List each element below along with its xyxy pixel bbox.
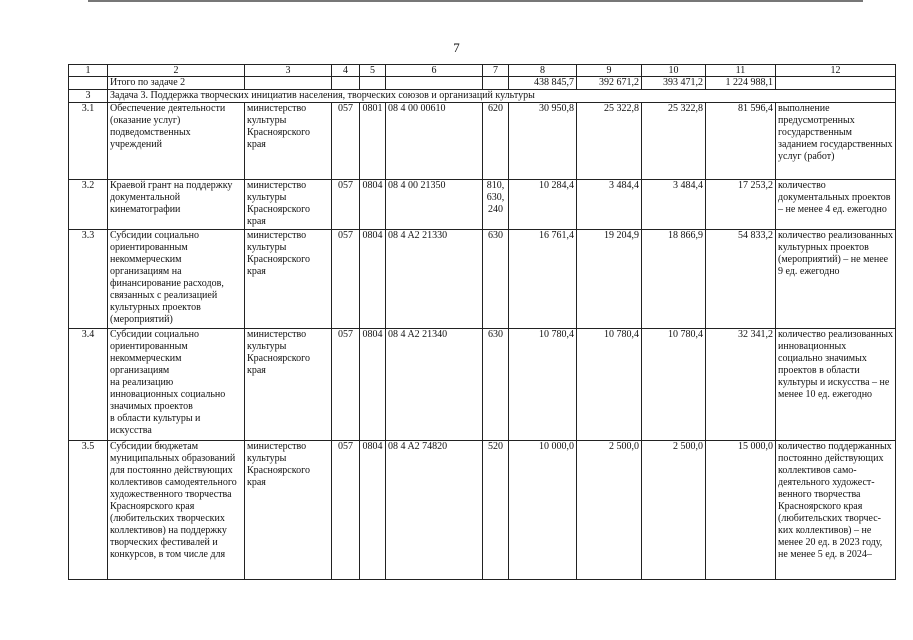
row-org: министерство культуры Красноярского края [245,441,332,580]
col-number: 4 [332,65,360,77]
row-csr: 08 4 00 00610 [386,103,483,180]
row-v9: 3 484,4 [577,180,642,230]
row-v9: 2 500,0 [577,441,642,580]
row-vr: 630 [483,329,509,441]
col-number: 2 [108,65,245,77]
row-v8: 10 000,0 [509,441,577,580]
row-grbs: 057 [332,180,360,230]
row-v8: 10 780,4 [509,329,577,441]
row-grbs: 057 [332,441,360,580]
row-v8: 10 284,4 [509,180,577,230]
total-row [69,77,896,90]
row-name: Краевой грант на поддержку документальной кинематографии [108,180,245,230]
total-v11: 1 224 988,1 [706,77,776,90]
row-org: министерство культуры Красноярского края [245,180,332,230]
total-v9: 392 671,2 [577,77,642,90]
col-number: 3 [245,65,332,77]
col-number: 9 [577,65,642,77]
row-number: 3.3 [69,230,108,329]
page-top-edge [88,0,863,2]
row-v10: 18 866,9 [642,230,706,329]
row-rzpr: 0804 [360,230,386,329]
row-result: количество реализованных культурных проектов (мероприятий) – не менее 9 ед. ежегодно [776,230,896,329]
row-v9: 19 204,9 [577,230,642,329]
row-csr: 08 4 A2 21340 [386,329,483,441]
table-row [69,103,896,180]
task-title: Задача 3. Поддержка творческих инициатив населения, творческих союзов и организаций культуры [108,90,896,103]
row-csr: 08 4 A2 74820 [386,441,483,580]
table-row [69,441,896,580]
row-grbs: 057 [332,103,360,180]
row-v11: 17 253,2 [706,180,776,230]
row-grbs: 057 [332,230,360,329]
row-rzpr: 0801 [360,103,386,180]
table-row [69,329,896,441]
row-name: Субсидии бюджетам муниципальных образований для постоянно действующих коллективов самодеятельного художественного творчества Красноярского края (любительских творческих коллективов) на поддержку творческих фестивалей и конкурсов, в том числе для [108,441,245,580]
row-v11: 54 833,2 [706,230,776,329]
row-number: 3.2 [69,180,108,230]
row-name: Субсидии социально ориентированным некоммерческим организациям на финансирование расходов, связанных с реализацией культурных проектов (мероприятий) [108,230,245,329]
row-vr: 630 [483,230,509,329]
row-vr: 810, 630, 240 [483,180,509,230]
col-number: 6 [386,65,483,77]
row-v10: 10 780,4 [642,329,706,441]
row-v9: 10 780,4 [577,329,642,441]
page-number: 7 [453,40,460,55]
col-number: 11 [706,65,776,77]
col-number: 10 [642,65,706,77]
row-v11: 15 000,0 [706,441,776,580]
row-v10: 2 500,0 [642,441,706,580]
col-number: 7 [483,65,509,77]
col-number: 12 [776,65,896,77]
row-v10: 25 322,8 [642,103,706,180]
row-rzpr: 0804 [360,180,386,230]
row-number: 3.1 [69,103,108,180]
row-vr: 520 [483,441,509,580]
row-rzpr: 0804 [360,441,386,580]
program-table [68,64,896,580]
row-result: количество поддержанных постоянно действующих коллективов само-деятельного художест-венного творчества Красноярского края (любительских творчес-ких коллективов) – не менее 20 ед. в 2023 году, не менее 5 ед. в 2024– [776,441,896,580]
task-row [69,90,896,103]
row-name: Субсидии социально ориентированным некоммерческим организациям на реализацию инновационных социально значимых проектов в области культуры и искусства [108,329,245,441]
task-number: 3 [69,90,108,103]
row-number: 3.4 [69,329,108,441]
row-name: Обеспечение деятельности (оказание услуг) подведомственных учреждений [108,103,245,180]
row-rzpr: 0804 [360,329,386,441]
row-v8: 16 761,4 [509,230,577,329]
total-v10: 393 471,2 [642,77,706,90]
col-number: 5 [360,65,386,77]
col-number: 8 [509,65,577,77]
row-grbs: 057 [332,329,360,441]
row-v8: 30 950,8 [509,103,577,180]
table-row [69,180,896,230]
row-v11: 81 596,4 [706,103,776,180]
row-csr: 08 4 00 21350 [386,180,483,230]
row-number: 3.5 [69,441,108,580]
row-org: министерство культуры Красноярского края [245,329,332,441]
row-v10: 3 484,4 [642,180,706,230]
row-v11: 32 341,2 [706,329,776,441]
row-v9: 25 322,8 [577,103,642,180]
row-csr: 08 4 A2 21330 [386,230,483,329]
column-number-row [69,65,896,77]
row-vr: 620 [483,103,509,180]
row-result: выполнение предусмотренных государственным заданием государственных услуг (работ) [776,103,896,180]
table-row [69,230,896,329]
row-result: количество документальных проектов – не менее 4 ед. ежегодно [776,180,896,230]
total-label: Итого по задаче 2 [108,77,245,90]
row-org: министерство культуры Красноярского края [245,230,332,329]
row-org: министерство культуры Красноярского края [245,103,332,180]
row-result: количество реализованных инновационных социально значимых проектов в области культуры и искусства – не менее 10 ед. ежегодно [776,329,896,441]
total-v8: 438 845,7 [509,77,577,90]
col-number: 1 [69,65,108,77]
